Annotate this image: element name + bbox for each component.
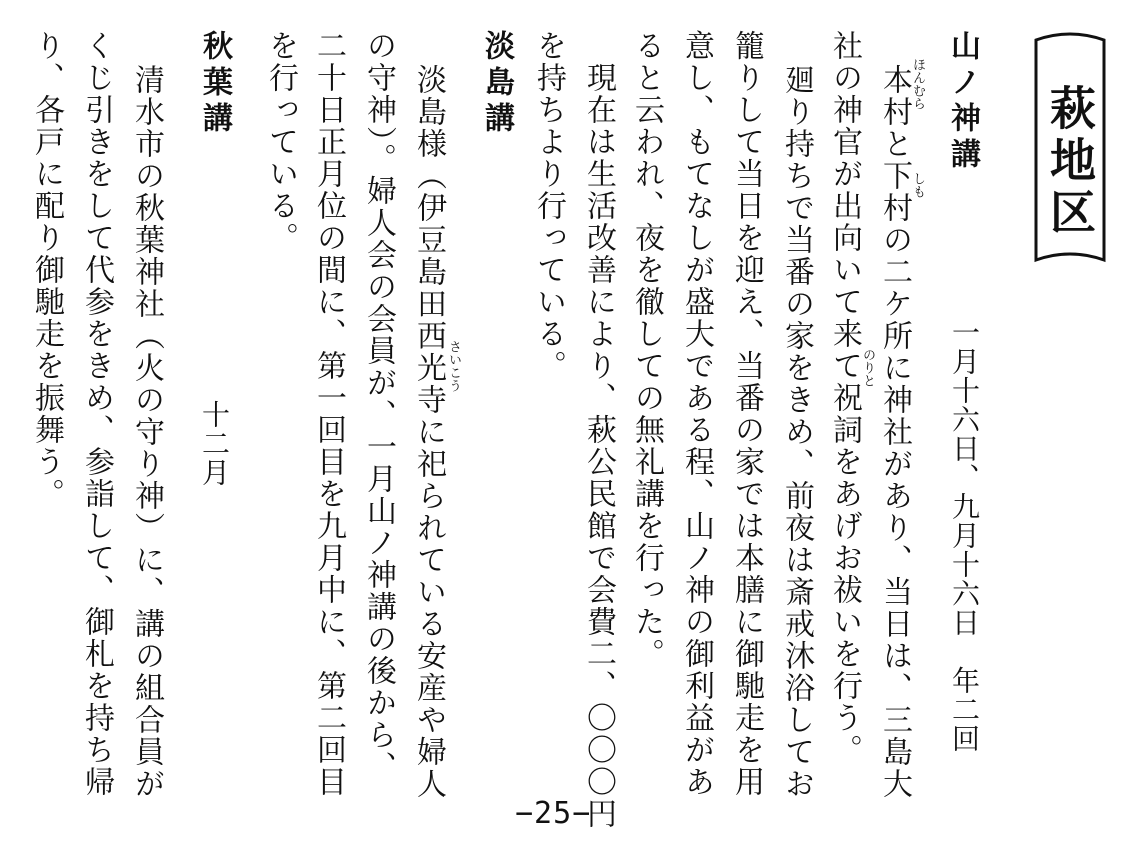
heading-yamanokami: 山ノ神講 xyxy=(945,30,980,174)
yamanokami-line-6: ると云われ、夜を徹しての無礼講を行った。 xyxy=(629,30,664,670)
awashima-line-4: を行っている。 xyxy=(263,30,298,254)
awashima-line-1: 淡島様（伊豆島田西光寺に祀られている安産や婦人 xyxy=(411,64,446,800)
page-title: 萩地区 xyxy=(1043,84,1097,240)
ruby-honmura: ほんむら xyxy=(910,58,925,110)
yamanokami-line-2: 社の神官が出向いて来て祝詞をあげお祓いを行う。 xyxy=(827,30,862,766)
ruby-saikouji: さいこう xyxy=(446,340,461,392)
heading-akiha: 秋葉講 xyxy=(197,30,232,138)
yamanokami-line-1: 本村と下村の二ケ所に神社があり、当日は、三島大 xyxy=(877,64,912,800)
yamanokami-line-7: 現在は生活改善により、萩公民館で会費二、〇〇〇円 xyxy=(581,30,616,830)
section-title-box xyxy=(1028,32,1112,268)
yamanokami-line-3: 廻り持ちで当番の家をきめ、前夜は斎戒沐浴してお xyxy=(779,64,814,800)
akiha-line-3: り、各戸に配り御馳走を振舞う。 xyxy=(29,30,64,510)
date-akiha: 十二月 xyxy=(198,400,231,487)
yamanokami-line-4: 籠りして当日を迎え、当番の家では本膳に御馳走を用 xyxy=(729,30,764,798)
awashima-line-2: の守神）。婦人会の会員が、一月山ノ神講の後から、 xyxy=(361,30,396,783)
yamanokami-line-8: を持ちより行っている。 xyxy=(531,30,566,382)
akiha-line-2: くじ引きをして代参をきめ、参詣して、御札を持ち帰 xyxy=(79,30,114,798)
awashima-line-3: 二十日正月位の間に、第一回目を九月中に、第二回目 xyxy=(311,30,346,798)
akiha-line-1: 清水市の秋葉神社（火の守り神）に、講の組合員が xyxy=(129,64,164,800)
page-number: −25− xyxy=(515,796,592,831)
yamanokami-line-5: 意し、もてなしが盛大である程、山ノ神の御利益があ xyxy=(679,30,714,798)
date-yamanokami: 一月十六日、九月十六日 年二回 xyxy=(948,318,981,753)
ruby-norito: のりと xyxy=(860,348,875,387)
heading-awashima: 淡島講 xyxy=(479,30,514,138)
ruby-shimo: しも xyxy=(910,172,925,198)
